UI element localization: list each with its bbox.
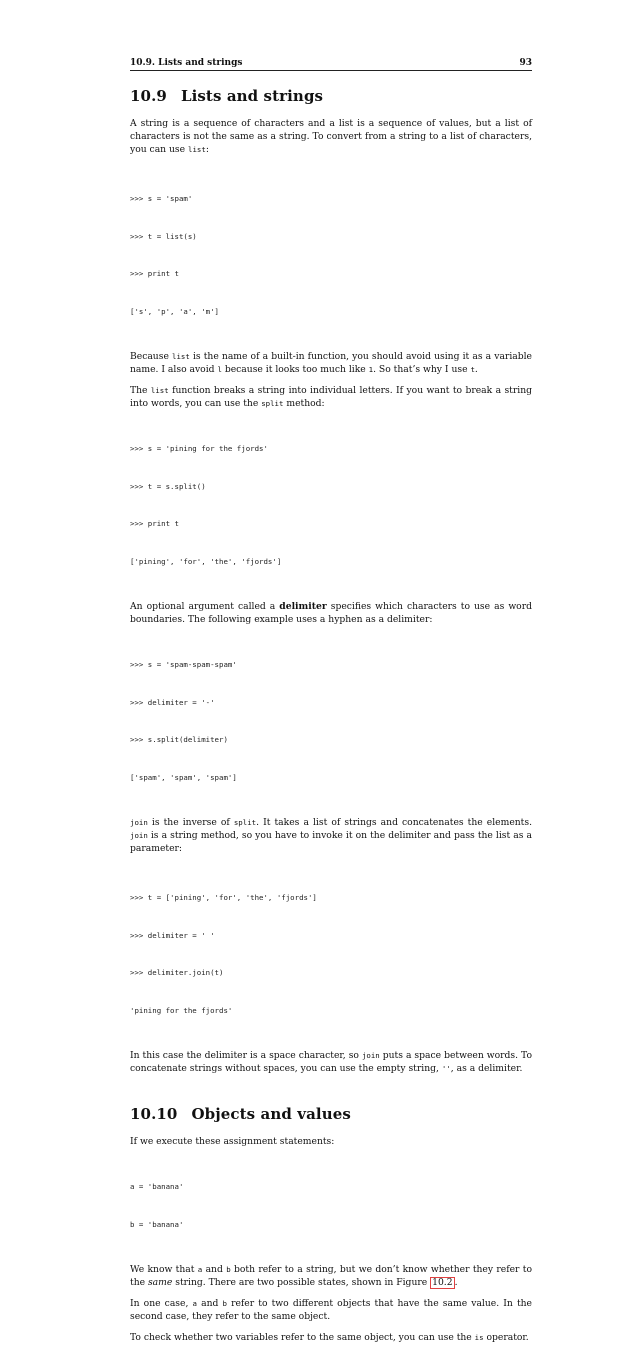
inline-code: b [222, 1299, 227, 1308]
inline-code: a [197, 1265, 203, 1274]
code-block [130, 418, 532, 593]
code-line: >>> s = 'pining for the fjords' [130, 444, 268, 453]
emphasis: same [147, 1277, 173, 1288]
code-line: 'pining for the fjords' [130, 1005, 233, 1015]
code-block [130, 1156, 532, 1256]
inline-code: '' [441, 1064, 451, 1073]
code-line: >>> t = s.split() [130, 481, 206, 491]
inline-code: b [226, 1265, 231, 1274]
code-line: >>> delimiter.join(t) [130, 968, 224, 977]
code-block [130, 634, 532, 809]
paragraph: An optional argument called a delimiter specifies which characters to use as word boundaries. The following example uses a hyphen as a delimiter: [130, 601, 532, 625]
code-line: >>> s = 'spam-spam-spam' [130, 660, 237, 669]
inline-code: list [188, 145, 206, 154]
code-line: >>> s = 'spam' [130, 194, 193, 203]
paragraph: In one case, a and b refer to two different objects that have the same value. In the second case, they refer to the same object. [130, 1298, 532, 1322]
inline-code: is [474, 1333, 484, 1342]
code-line: >>> delimiter = '-' [130, 697, 215, 707]
code-block [130, 867, 532, 1042]
inline-code: join [361, 1051, 380, 1060]
code-line: b = 'banana' [130, 1219, 184, 1229]
paragraph: We know that a and b both refer to a string, but we don’t know whether they refer to the same string. There are two possible states, shown in Figure 10.2 . [130, 1264, 532, 1288]
code-line: ['spam', 'spam', 'spam'] [130, 772, 237, 782]
section-heading-objects-and-values [130, 1105, 532, 1123]
inline-code: a [192, 1299, 197, 1308]
code-line: >>> t = ['pining', 'for', 'the', 'fjords'] [130, 893, 317, 902]
header-page-number: 93 [519, 58, 532, 68]
code-block [130, 168, 532, 343]
code-line: >>> print t [130, 269, 179, 278]
paragraph: If we execute these assignment statements: [130, 1136, 335, 1147]
inline-code: join [130, 818, 148, 827]
inline-code: t [470, 365, 475, 374]
bold-term: delimiter [279, 601, 327, 612]
running-header [130, 58, 532, 71]
section-number: 10.10 [130, 1105, 178, 1123]
inline-code: join [130, 831, 148, 840]
code-line: >>> s.split(delimiter) [130, 735, 228, 744]
inline-code: split [261, 399, 284, 408]
code-line: >>> delimiter = ' ' [130, 930, 215, 940]
inline-code: list [150, 386, 169, 395]
document-page [130, 58, 532, 1352]
inline-code: 1 [368, 365, 374, 374]
section-title: Lists and strings [180, 87, 324, 105]
inline-code: l [217, 365, 222, 374]
paragraph: join is the inverse of split. It takes a list of strings and concatenates the elements. join is a string method, so you have to invoke it on the delimiter and pass the list as a parameter: [130, 817, 532, 854]
header-section-title: 10.9. Lists and strings [130, 58, 243, 68]
code-line: ['pining', 'for', 'the', 'fjords'] [130, 556, 282, 566]
section-title: Objects and values [191, 1105, 351, 1123]
paragraph: A string is a sequence of characters and a list is a sequence of values, but a list of characters is not the same as a string. To convert from a string to a list of characters, you can use list: [130, 118, 532, 155]
inline-code: list [172, 352, 190, 361]
paragraph: In this case the delimiter is a space character, so join puts a space between words. To concatenate strings without spaces, you can use the empty string, '', as a delimiter. [130, 1050, 532, 1074]
inline-code: split [233, 818, 257, 827]
section-heading-lists-and-strings [130, 87, 532, 105]
figure-link[interactable]: 10.2 [432, 1277, 453, 1288]
code-line: a = 'banana' [130, 1182, 184, 1191]
code-line: ['s', 'p', 'a', 'm'] [130, 306, 219, 316]
section-number: 10.9 [130, 87, 167, 105]
code-line: >>> t = list(s) [130, 231, 197, 241]
paragraph: To check whether two variables refer to the same object, you can use the is operator. [130, 1332, 529, 1343]
paragraph: The list function breaks a string into individual letters. If you want to break a string into words, you can use the split method: [130, 385, 532, 409]
code-line: >>> print t [130, 519, 179, 528]
paragraph: Because list is the name of a built-in function, you should avoid using it as a variable name. I also avoid l because it looks too much like 1. So that’s why I use t. [130, 351, 532, 375]
